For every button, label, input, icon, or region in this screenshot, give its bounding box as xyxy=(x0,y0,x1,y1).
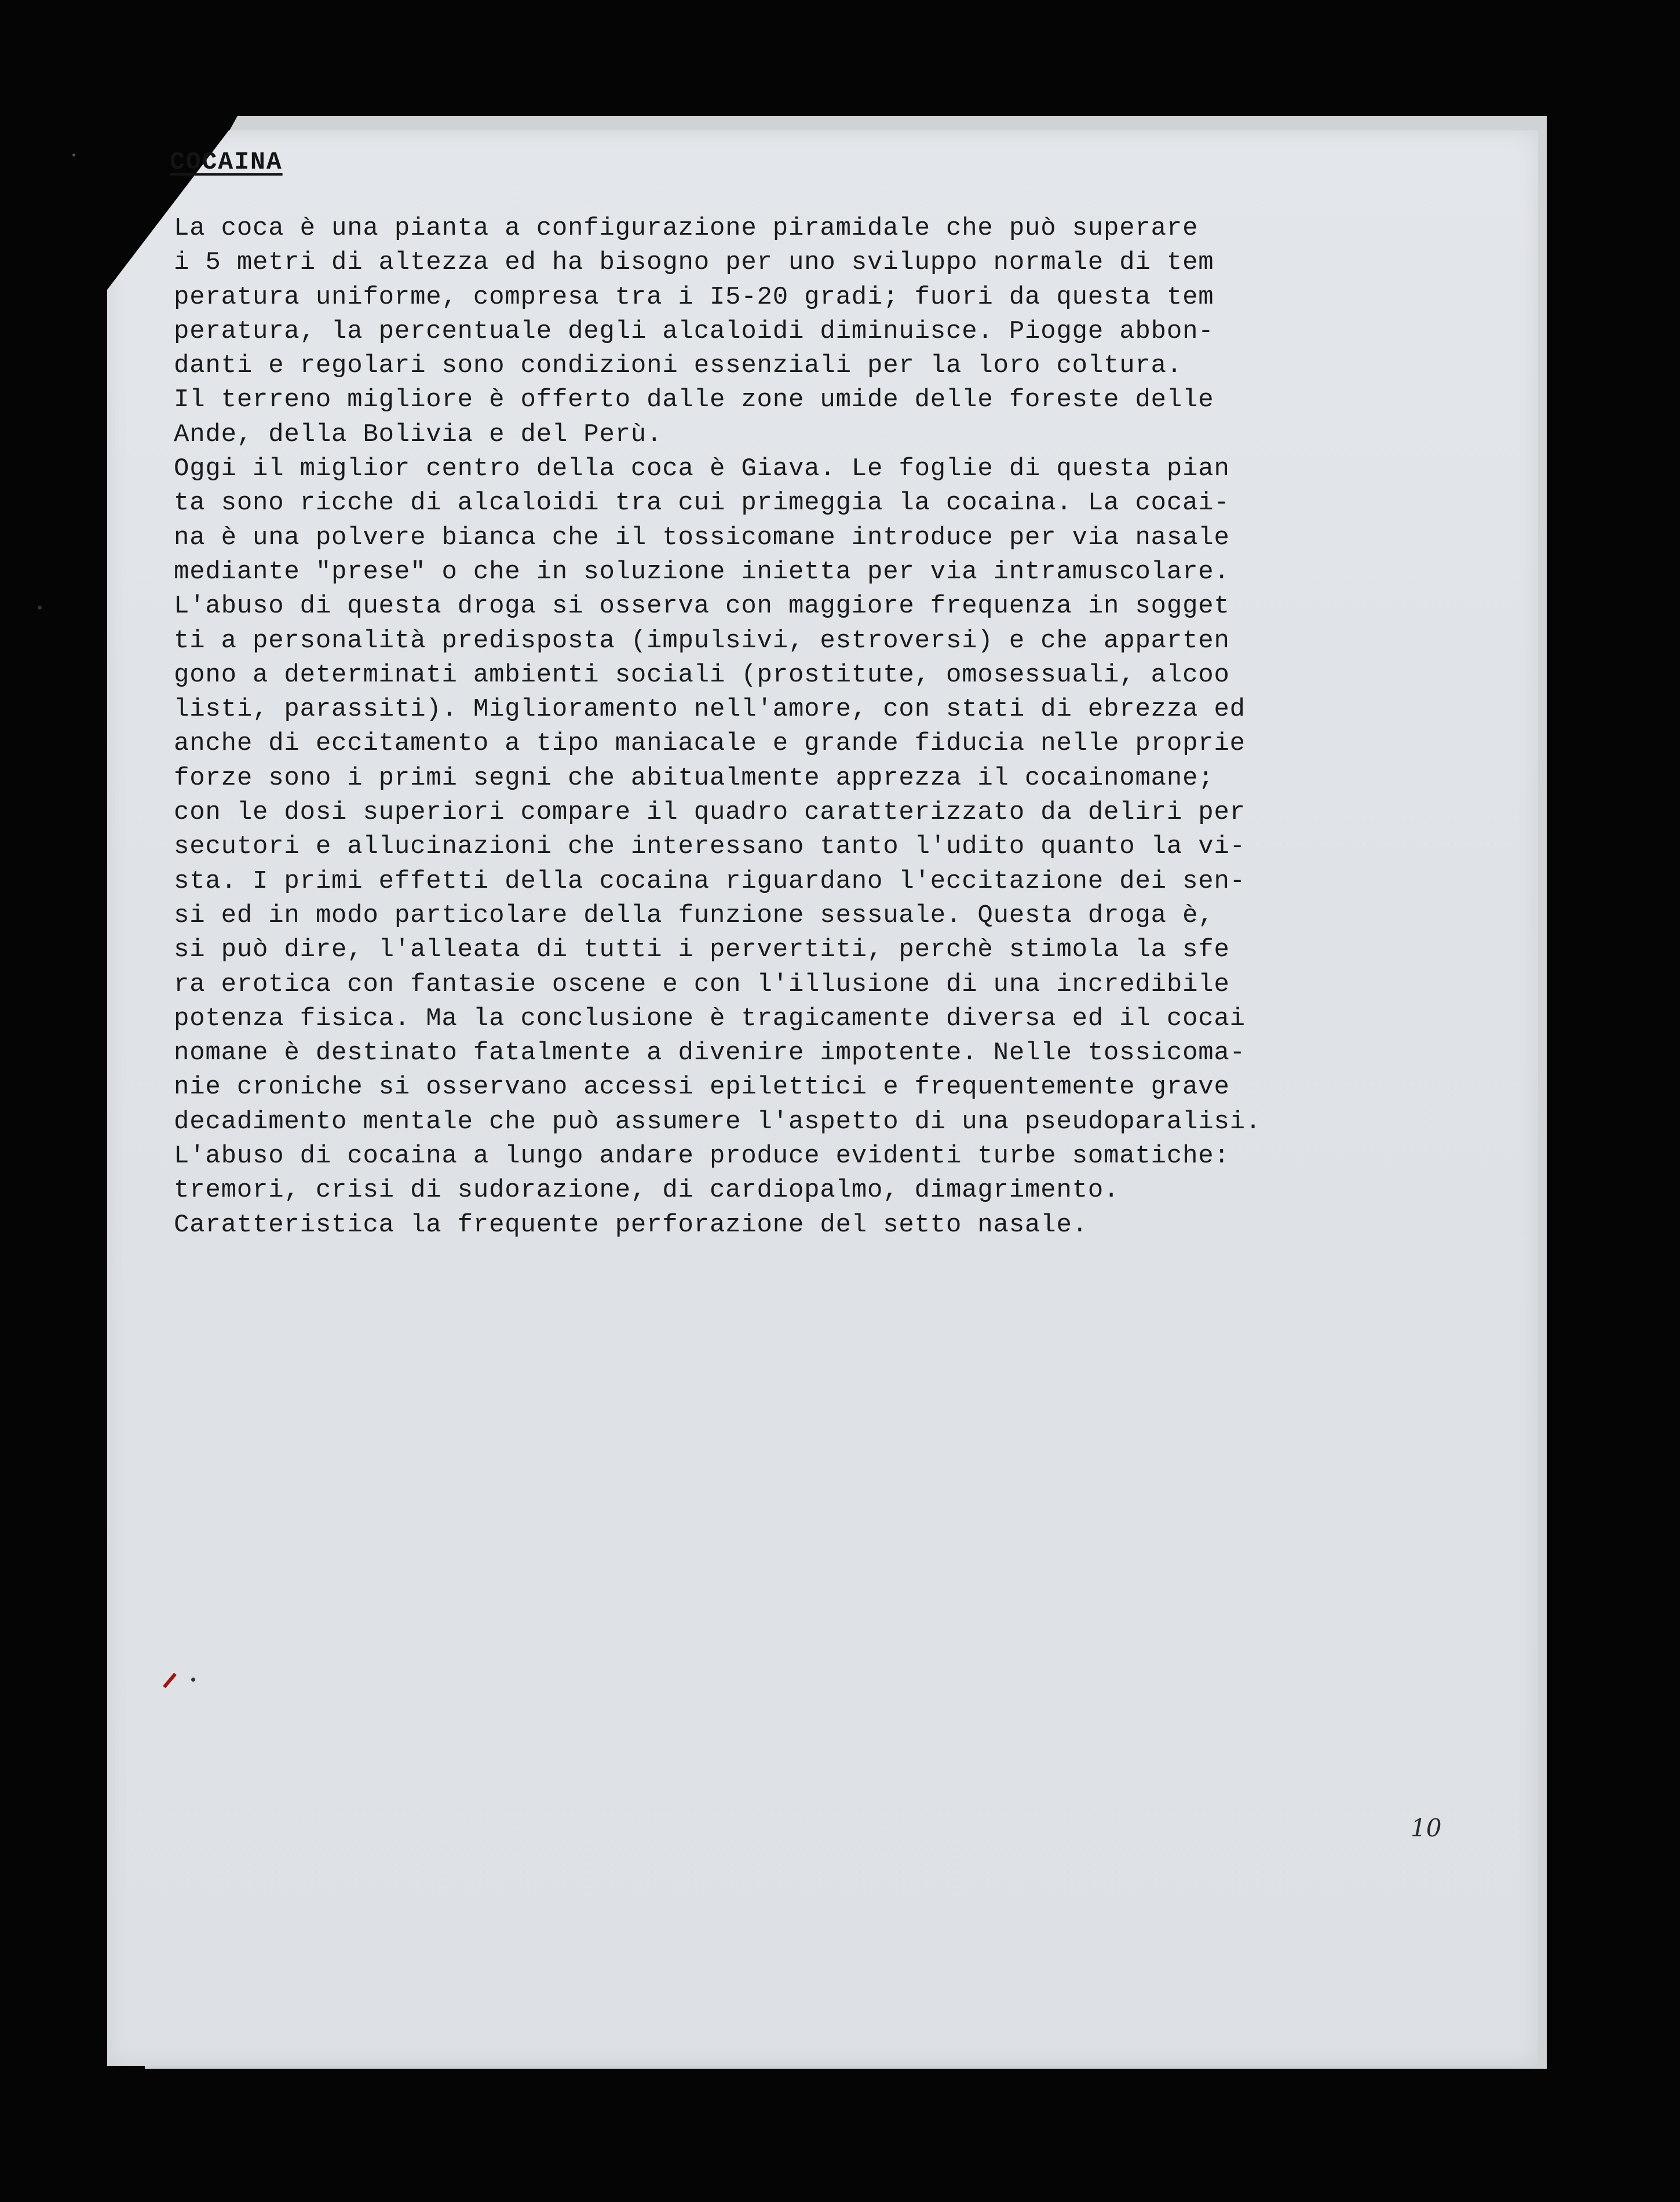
text-line: tremori, crisi di sudorazione, di cardiopalmo, dimagrimento. xyxy=(174,1176,1120,1205)
document-title: COCAINA xyxy=(170,148,283,176)
text-line: Il terreno migliore è offerto dalle zone umide delle foreste delle xyxy=(174,385,1214,415)
text-line: ta sono ricche di alcaloidi tra cui primeggia la cocaina. La cocai- xyxy=(174,488,1230,518)
text-line: La coca è una pianta a configurazione piramidale che può superare xyxy=(174,214,1199,243)
text-line: peratura, la percentuale degli alcaloidi diminuisce. Piogge abbon- xyxy=(174,316,1214,346)
page-number: 10 xyxy=(1411,1814,1442,1842)
text-line: na è una polvere bianca che il tossicomane introduce per via nasale xyxy=(174,523,1230,552)
text-line: Ande, della Bolivia e del Perù. xyxy=(174,420,663,449)
text-line: anche di eccitamento a tipo maniacale e grande fiducia nelle proprie xyxy=(174,729,1246,759)
text-line: mediante "prese" o che in soluzione inietta per via intramuscolare. xyxy=(174,557,1230,586)
text-line: potenza fisica. Ma la conclusione è tragicamente diversa ed il cocai xyxy=(174,1004,1246,1033)
text-line: ra erotica con fantasie oscene e con l'illusione di una incredibile xyxy=(174,969,1230,999)
text-line: ti a personalità predisposta (impulsivi, estroversi) e che apparten xyxy=(174,626,1230,655)
punch-dot xyxy=(72,154,75,156)
text-line: i 5 metri di altezza ed ha bisogno per uno sviluppo normale di tem xyxy=(174,248,1214,278)
text-line: Caratteristica la frequente perforazione del setto nasale. xyxy=(174,1210,1088,1239)
text-line: con le dosi superiori compare il quadro caratterizzato da deliri per xyxy=(174,798,1246,827)
text-line: gono a determinati ambienti sociali (prostitute, omosessuali, alcoo xyxy=(174,660,1230,690)
punch-dot xyxy=(38,606,42,610)
text-line: nie croniche si osservano accessi epilettici e frequentemente grave xyxy=(174,1073,1230,1102)
text-line: listi, parassiti). Miglioramento nell'amore, con stati di ebrezza ed xyxy=(174,695,1246,724)
text-line: peratura uniforme, compresa tra i I5-20 gradi; fuori da questa tem xyxy=(174,282,1214,312)
text-line: L'abuso di cocaina a lungo andare produce evidenti turbe somatiche: xyxy=(174,1142,1230,1171)
text-line: danti e regolari sono condizioni essenziali per la loro coltura. xyxy=(174,351,1183,381)
text-line: si può dire, l'alleata di tutti i pervertiti, perchè stimola la sfe xyxy=(174,935,1230,965)
text-line: forze sono i primi segni che abitualmente apprezza il cocainomane; xyxy=(174,763,1214,793)
punch-dot xyxy=(191,1678,195,1682)
text-line: decadimento mentale che può assumere l'aspetto di una pseudoparalisi. xyxy=(174,1107,1262,1136)
text-line: si ed in modo particolare della funzione sessuale. Questa droga è, xyxy=(174,901,1214,930)
text-line: Oggi il miglior centro della coca è Giava. Le foglie di questa pian xyxy=(174,454,1230,484)
text-line: nomane è destinato fatalmente a divenire impotente. Nelle tossicoma- xyxy=(174,1038,1246,1068)
text-line: sta. I primi effetti della cocaina riguardano l'eccitazione dei sen- xyxy=(174,866,1246,896)
text-line: L'abuso di questa droga si osserva con maggiore frequenza in sogget xyxy=(174,592,1230,621)
text-line: secutori e allucinazioni che interessano tanto l'udito quanto la vi- xyxy=(174,832,1246,862)
body-text xyxy=(174,212,1437,1242)
